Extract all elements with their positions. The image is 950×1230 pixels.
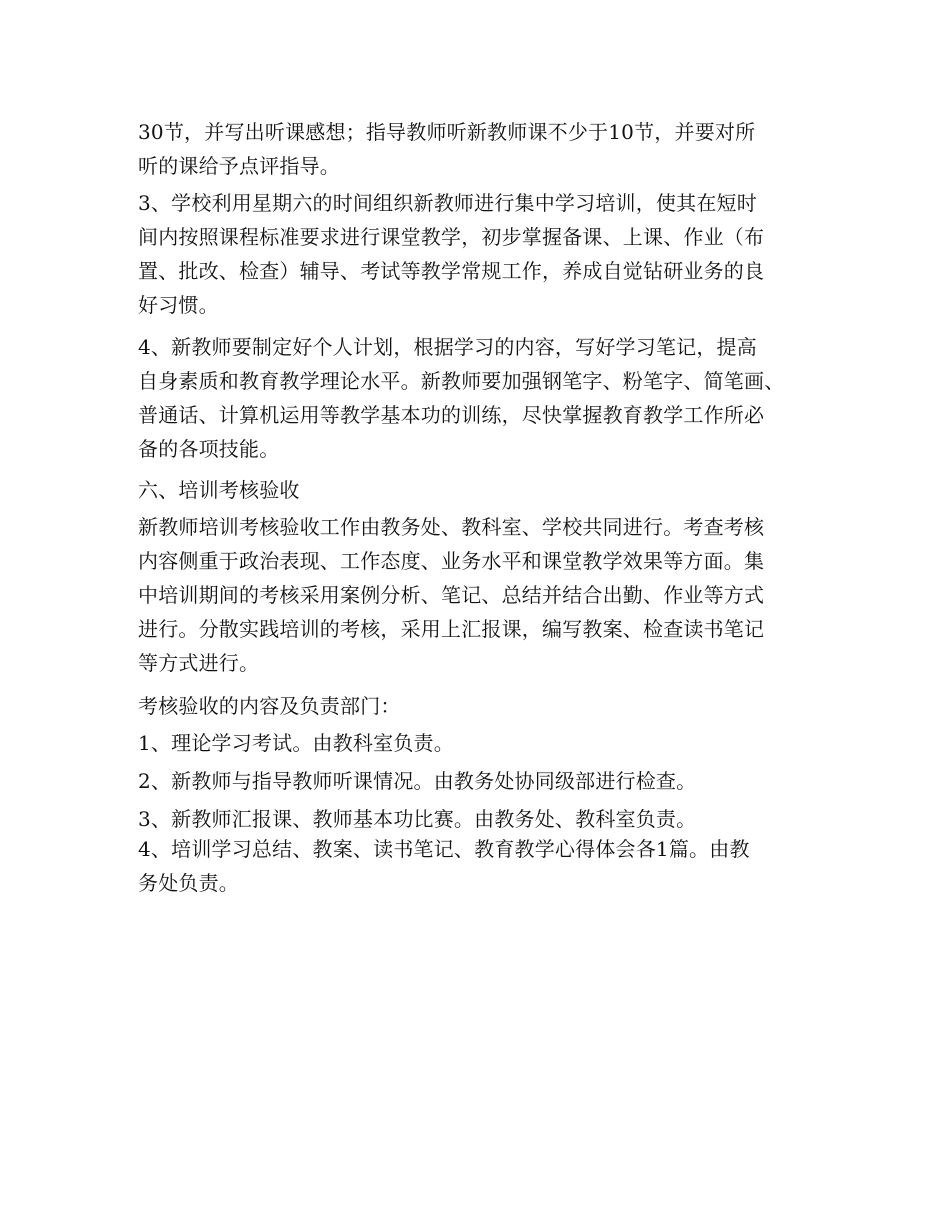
list-item: 4、培训学习总结、教案、读书笔记、教育教学心得体会各1篇。由教 [138, 837, 750, 861]
text-line: 间内按照课程标准要求进行课堂教学，初步掌握备课、上课、作业（布 [138, 225, 765, 249]
text-line: 置、批改、检查）辅导、考试等教学常规工作，养成自觉钻研业务的良 [138, 259, 765, 283]
text-line: 自身素质和教育教学理论水平。新教师要加强钢笔字、粉笔字、简笔画、 [138, 369, 785, 393]
text-line: 等方式进行。 [138, 651, 260, 675]
text-line: 中培训期间的考核采用案例分析、笔记、总结并结合出勤、作业等方式 [138, 583, 765, 607]
text-line: 听的课给予点评指导。 [138, 154, 340, 178]
list-item: 1、理论学习考试。由教科室负责。 [138, 731, 454, 755]
text-line: 新教师培训考核验收工作由教务处、教科室、学校共同进行。考查考核 [138, 515, 765, 539]
list-item: 务处负责。 [138, 871, 239, 895]
text-line: 内容侧重于政治表现、工作态度、业务水平和课堂教学效果等方面。集 [138, 549, 765, 573]
text-line: 4、新教师要制定好个人计划，根据学习的内容，写好学习笔记，提高 [138, 335, 757, 359]
text-line: 进行。分散实践培训的考核，采用上汇报课，编写教案、检查读书笔记 [138, 617, 765, 641]
text-line: 备的各项技能。 [138, 437, 280, 461]
section-heading: 六、培训考核验收 [138, 478, 300, 502]
list-item: 3、新教师汇报课、教师基本功比赛。由教务处、教科室负责。 [138, 807, 697, 831]
list-item: 2、新教师与指导教师听课情况。由教务处协同级部进行检查。 [138, 769, 697, 793]
text-line: 好习惯。 [138, 293, 219, 317]
text-line: 考核验收的内容及负责部门： [138, 694, 401, 718]
text-line: 3、学校利用星期六的时间组织新教师进行集中学习培训，使其在短时 [138, 191, 757, 215]
text-line: 30节，并写出听课感想；指导教师听新教师课不少于10节，并要对所 [138, 120, 756, 144]
text-line: 普通话、计算机运用等教学基本功的训练，尽快掌握教育教学工作所必 [138, 403, 765, 427]
